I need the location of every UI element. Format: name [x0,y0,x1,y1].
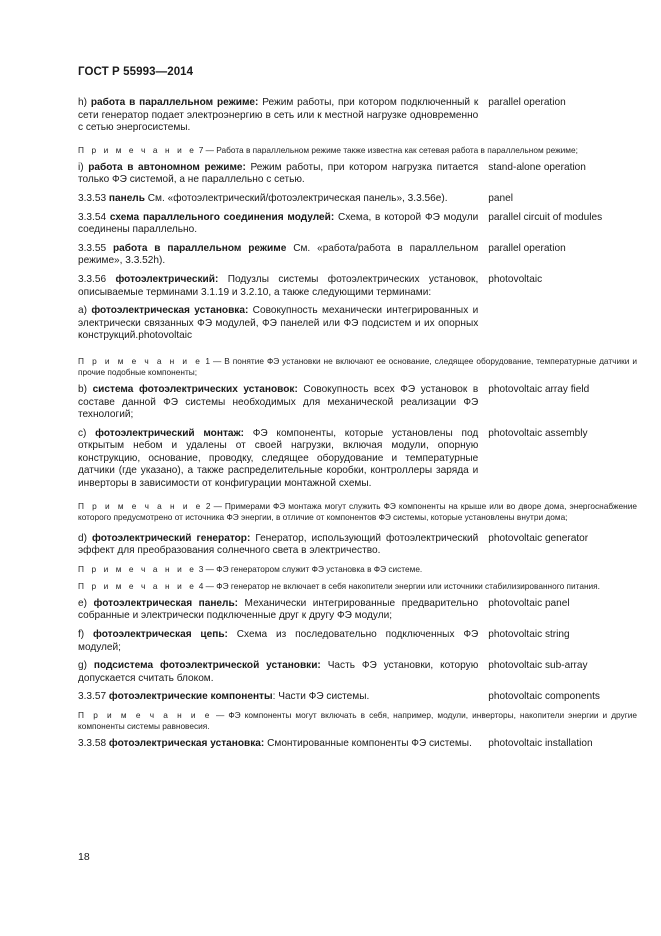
term-definition [78,738,478,751]
term-number: 3.3.54 [78,211,107,223]
term-definition [78,428,478,491]
term-number: a) [78,305,87,317]
term-text: См. «работа/работа в параллельном режиме», 3.3.52h). [78,242,479,267]
term-entry [78,243,638,268]
note [78,145,637,156]
term-number: i) [78,161,84,173]
spacer [78,491,638,501]
term-text: См. «фотоэлектрический/фотоэлектрическая панель», 3.3.56е). [144,192,448,204]
term-name: фотоэлектрическая цепь: [93,629,228,641]
term-entry [78,193,638,206]
term-entry [78,97,638,135]
term-text: : Части ФЭ системы. [272,691,370,703]
term-entry [78,274,638,299]
note [78,356,637,378]
term-text: Схема, в которой ФЭ модули соединены параллельно. [78,211,479,236]
term-text: Механически интегрированные предварительно собранные и электрически подключенные друг к другу ФЭ модули; [78,597,479,622]
term-name: работа в параллельном режиме: [90,97,259,108]
term-number: 3.3.53 [78,192,107,204]
term-name: фотоэлектрическая установка: [91,305,249,317]
english-equivalent: photovoltaic array field [488,383,590,395]
term-number: e) [78,597,87,609]
term-number: b) [78,383,87,395]
term-entry [78,384,638,422]
term-entry [78,660,638,685]
term-number: d) [78,532,87,544]
spacer [78,343,638,356]
english-equivalent: photovoltaic components [488,691,600,703]
term-definition [78,660,478,685]
term-text: Совокупность механически интегрированных и электрически связанных ФЭ модулей, ФЭ панелей или ФЭ подсистем и их опорных конструкций.photovoltaic [78,305,479,342]
term-definition [78,162,478,187]
term-entry [78,598,638,623]
term-name: фотоэлектрический генератор: [92,532,251,544]
term-number: 3.3.57 [78,691,107,703]
term-name: фотоэлектрическая установка: [108,738,265,749]
english-equivalent: panel [488,192,513,204]
term-entry [78,212,638,237]
english-equivalent: photovoltaic panel [488,597,570,609]
term-text: Режим работы, при котором подключенный к сети генератор подает электроэнергию в сеть или к местной нагрузке одновременно с сетью энергосистемы. [78,97,479,134]
term-text: Генератор, использующий фотоэлектрический эффект для преобразования солнечного света в электричество. [78,532,479,557]
note-text: 3 — ФЭ генератором служит ФЭ установка в ФЭ системе. [196,563,423,574]
note-text: 1 — В понятие ФЭ установки не включают ее основание, следящее оборудование, температурные датчики и прочие подобные компоненты; [78,355,637,377]
note-text: — ФЭ компоненты могут включать в себя, например, модули, инверторы, накопители энергии и другие компоненты системы равновесия. [78,710,637,731]
term-number: f) [78,629,85,641]
note-label: П р и м е ч а н и е [78,355,203,366]
standard-header: ГОСТ Р 55993—2014 [78,66,194,78]
english-equivalent: photovoltaic [488,273,543,285]
note-text: 7 — Работа в параллельном режиме также известна как сетевая работа в параллельном режиме; [196,144,578,155]
term-text: Часть ФЭ установки, которую допускается считать блоком. [78,660,479,684]
term-definition [78,212,478,237]
document-body [78,97,638,751]
term-name: схема параллельного соединения модулей: [109,211,335,223]
note-label: П р и м е ч а н и е [78,580,197,591]
term-definition [78,97,478,135]
term-number: 3.3.58 [78,738,107,749]
note [78,710,637,732]
term-definition [78,193,478,206]
english-equivalent: parallel operation [488,242,566,254]
term-definition [78,274,478,299]
term-definition [78,243,478,268]
term-text: Совокупность всех ФЭ установок в составе данной ФЭ системы необходимых для механической реализации ФЭ технологий; [78,383,479,421]
note-label: П р и м е ч а н и е [78,563,197,574]
term-number: c) [78,427,87,439]
term-definition [78,629,478,654]
term-text: Смонтированные компоненты ФЭ системы. [264,738,472,749]
term-name: фотоэлектрический монтаж: [95,427,245,439]
english-equivalent: photovoltaic string [488,629,570,641]
english-equivalent: stand-alone operation [488,161,586,173]
term-name: фотоэлектрические компоненты [108,691,273,703]
term-text: ФЭ компоненты, которые установлены под открытым небом и удалены от своей нагрузки, включая модули, опорную конструкцию, основание, проводку, следящее оборудование и температурные датчики (где указано), а также распределительные коробки, контроллеры заряда и инверторы в зависимости от конфигурации монтажной схемы. [78,427,479,490]
term-number: 3.3.55 [78,242,107,254]
term-name: система фотоэлектрических установок: [92,383,298,395]
english-equivalent: parallel circuit of modules [488,211,603,223]
note-label: П р и м е ч а н и е [78,500,203,511]
term-entry [78,629,638,654]
spacer [78,135,638,145]
note [78,564,637,575]
note [78,501,637,523]
term-number: h) [78,97,87,108]
term-number: 3.3.56 [78,273,107,285]
note-text: 2 — Примерами ФЭ монтажа могут служить ФЭ компоненты на крыше или во дворе дома, энергоснабжение которого предусмотрено от источника ФЭ энергии, в отличие от компонентов ФЭ системы, которые установлены внутри дома; [78,500,638,522]
term-name: подсистема фотоэлектрической установки: [93,660,321,672]
term-name: работа в параллельном режиме [112,242,287,254]
term-name: работа в автономном режиме: [88,161,246,173]
term-entry [78,533,638,558]
term-text: Схема из последовательно подключенных ФЭ модулей; [78,629,479,653]
spacer [78,523,638,533]
term-definition [78,691,478,704]
term-entry [78,305,638,343]
term-entry [78,691,638,704]
term-text: Режим работы, при котором нагрузка питается только ФЭ системой, а не параллельно с сетью. [78,161,479,186]
term-name: фотоэлектрическая панель: [93,597,239,609]
note-label: П р и м е ч а н и е [78,710,212,720]
term-definition [78,305,478,343]
english-equivalent: photovoltaic installation [488,738,593,749]
english-equivalent: photovoltaic generator [488,532,589,544]
term-definition [78,533,478,558]
term-definition [78,598,478,623]
term-entry [78,428,638,491]
term-name: фотоэлектрический: [115,273,219,285]
term-name: панель [108,192,145,204]
note-label: П р и м е ч а н и е [78,144,197,155]
english-equivalent: parallel operation [488,97,566,108]
term-entry [78,162,638,187]
note [78,581,637,592]
term-number: g) [78,660,87,672]
term-entry [78,738,638,751]
english-equivalent: photovoltaic assembly [488,427,588,439]
note-text: 4 — ФЭ генератор не включает в себя накопители энергии или источники стабилизированного питания. [196,580,600,591]
term-text: Подузлы системы фотоэлектрических установок, описываемые терминами 3.1.19 и 3.2.10, а также следующими терминами: [78,273,479,298]
term-definition [78,384,478,422]
english-equivalent: photovoltaic sub-array [488,660,588,672]
page-number: 18 [78,851,90,863]
